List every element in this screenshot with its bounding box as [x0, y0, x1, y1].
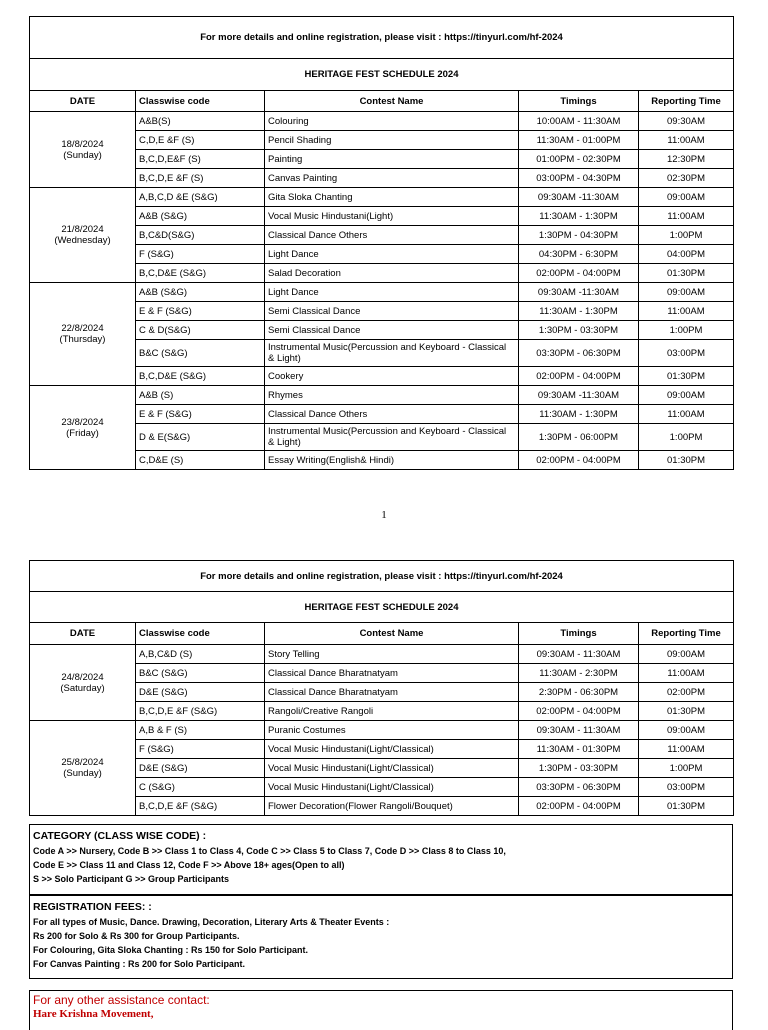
reporting-cell: 1:00PM	[639, 759, 734, 778]
contest-cell: Classical Dance Others	[265, 405, 519, 424]
contest-cell: Rhymes	[265, 386, 519, 405]
reporting-cell: 09:00AM	[639, 721, 734, 740]
timing-cell: 03:30PM - 06:30PM	[519, 340, 639, 367]
table-row	[30, 405, 734, 424]
reporting-cell: 1:00PM	[639, 321, 734, 340]
timing-cell: 1:30PM - 04:30PM	[519, 226, 639, 245]
contest-cell: Classical Dance Others	[265, 226, 519, 245]
code-cell: A&B (S&G)	[136, 207, 265, 226]
registration-info: For more details and online registration, please visit : https://tinyurl.com/hf-2024	[30, 561, 734, 592]
code-cell: B,C,D&E (S&G)	[136, 264, 265, 283]
timing-cell: 11:30AM - 1:30PM	[519, 207, 639, 226]
reporting-cell: 02:30PM	[639, 169, 734, 188]
contest-cell: Salad Decoration	[265, 264, 519, 283]
reporting-cell: 02:00PM	[639, 683, 734, 702]
contest-cell: Vocal Music Hindustani(Light/Classical)	[265, 778, 519, 797]
timing-cell: 09:30AM - 11:30AM	[519, 721, 639, 740]
timing-cell: 09:30AM -11:30AM	[519, 188, 639, 207]
schedule-table	[29, 16, 734, 470]
code-cell: A&B (S)	[136, 386, 265, 405]
contest-cell: Cookery	[265, 367, 519, 386]
code-cell: C,D&E (S)	[136, 451, 265, 470]
reporting-cell: 12:30PM	[639, 150, 734, 169]
day-text: (Wednesday)	[54, 235, 111, 246]
code-cell: F (S&G)	[136, 245, 265, 264]
date-text: 25/8/2024	[61, 757, 104, 768]
contest-cell: Canvas Painting	[265, 169, 519, 188]
reporting-cell: 09:00AM	[639, 283, 734, 302]
date-text: 18/8/2024	[61, 138, 104, 150]
page-number: 1	[381, 509, 387, 521]
category-box	[29, 824, 733, 895]
code-cell: A,B,C&D (S)	[136, 645, 265, 664]
timing-cell: 11:30AM - 1:30PM	[519, 302, 639, 321]
table-row	[30, 367, 734, 386]
date-text: 21/8/2024	[61, 224, 104, 235]
code-cell: A&B (S&G)	[136, 283, 265, 302]
header-row	[30, 623, 734, 645]
table-row	[30, 264, 734, 283]
date-text: 24/8/2024	[61, 671, 104, 683]
reporting-cell: 1:00PM	[639, 226, 734, 245]
category-heading: CATEGORY (CLASS WISE CODE) :	[33, 830, 207, 842]
contact-heading: For any other assistance contact:	[33, 993, 210, 1007]
date-cell	[30, 721, 136, 816]
contest-cell: Classical Dance Bharatnatyam	[265, 664, 519, 683]
table-row	[30, 112, 734, 131]
timing-cell: 1:30PM - 06:00PM	[519, 424, 639, 451]
table-row	[30, 702, 734, 721]
reporting-cell: 01:30PM	[639, 797, 734, 816]
timing-cell: 02:00PM - 04:00PM	[519, 264, 639, 283]
table-row	[30, 645, 734, 664]
reporting-cell: 01:30PM	[639, 451, 734, 470]
code-cell: C,D,E &F (S)	[136, 131, 265, 150]
reporting-cell: 11:00AM	[639, 740, 734, 759]
timing-cell: 11:30AM - 01:00PM	[519, 131, 639, 150]
contest-cell: Painting	[265, 150, 519, 169]
col-contest: Contest Name	[265, 91, 519, 112]
table-row	[30, 386, 734, 405]
code-cell: B&C (S&G)	[136, 340, 265, 367]
schedule-table	[29, 560, 734, 816]
table-row	[30, 131, 734, 150]
reporting-cell: 11:00AM	[639, 302, 734, 321]
reporting-cell: 09:00AM	[639, 188, 734, 207]
day-text: (Saturday)	[60, 682, 105, 694]
col-reporting: Reporting Time	[639, 623, 734, 645]
timing-cell: 04:30PM - 6:30PM	[519, 245, 639, 264]
timing-cell: 1:30PM - 03:30PM	[519, 759, 639, 778]
code-cell: D&E (S&G)	[136, 683, 265, 702]
col-date: DATE	[30, 91, 136, 112]
registration-info: For more details and online registration, please visit : https://tinyurl.com/hf-2024	[30, 17, 734, 59]
reporting-cell: 1:00PM	[639, 424, 734, 451]
header-row	[30, 91, 734, 112]
code-cell: B,C,D,E &F (S)	[136, 169, 265, 188]
timing-cell: 01:00PM - 02:30PM	[519, 150, 639, 169]
table-row	[30, 778, 734, 797]
code-cell: B,C,D,E &F (S&G)	[136, 702, 265, 721]
code-cell: C & D(S&G)	[136, 321, 265, 340]
code-cell: B,C,D,E&F (S)	[136, 150, 265, 169]
timing-cell: 02:00PM - 04:00PM	[519, 367, 639, 386]
timing-cell: 09:30AM - 11:30AM	[519, 645, 639, 664]
contact-box	[29, 990, 733, 1030]
contact-org: Hare Krishna Movement,	[33, 1008, 154, 1020]
timing-cell: 09:30AM -11:30AM	[519, 386, 639, 405]
contest-cell: Classical Dance Bharatnatyam	[265, 683, 519, 702]
col-timings: Timings	[519, 91, 639, 112]
timing-cell: 11:30AM - 2:30PM	[519, 664, 639, 683]
date-text: 23/8/2024	[61, 416, 104, 428]
table-row	[30, 664, 734, 683]
reporting-cell: 01:30PM	[639, 367, 734, 386]
timing-cell: 1:30PM - 03:30PM	[519, 321, 639, 340]
timing-cell: 09:30AM -11:30AM	[519, 283, 639, 302]
reporting-cell: 09:00AM	[639, 645, 734, 664]
contest-cell: Puranic Costumes	[265, 721, 519, 740]
day-text: (Sunday)	[63, 149, 102, 161]
table-row	[30, 302, 734, 321]
col-date: DATE	[30, 623, 136, 645]
fees-heading: REGISTRATION FEES: :	[33, 901, 152, 913]
contest-cell: Story Telling	[265, 645, 519, 664]
day-text: (Friday)	[66, 427, 99, 439]
table-row	[30, 759, 734, 778]
timing-cell: 02:00PM - 04:00PM	[519, 797, 639, 816]
contest-cell: Instrumental Music(Percussion and Keyboard - Classical & Light)	[265, 424, 519, 451]
table-row	[30, 451, 734, 470]
code-cell: E & F (S&G)	[136, 405, 265, 424]
table-row	[30, 150, 734, 169]
code-cell: C (S&G)	[136, 778, 265, 797]
contest-cell: Semi Classical Dance	[265, 321, 519, 340]
schedule-title: HERITAGE FEST SCHEDULE 2024	[30, 59, 734, 91]
code-cell: D & E(S&G)	[136, 424, 265, 451]
contest-cell: Light Dance	[265, 245, 519, 264]
contest-cell: Vocal Music Hindustani(Light)	[265, 207, 519, 226]
reporting-cell: 04:00PM	[639, 245, 734, 264]
reporting-cell: 09:00AM	[639, 386, 734, 405]
code-cell: B,C,D&E (S&G)	[136, 367, 265, 386]
table-row	[30, 245, 734, 264]
table-row	[30, 169, 734, 188]
col-timings: Timings	[519, 623, 639, 645]
fees-line: For all types of Music, Dance. Drawing, Decoration, Literary Arts & Theater Events :	[33, 917, 390, 927]
col-code: Classwise code	[136, 623, 265, 645]
timing-cell: 10:00AM - 11:30AM	[519, 112, 639, 131]
table-row	[30, 424, 734, 451]
table-row	[30, 740, 734, 759]
day-text: (Thursday)	[59, 334, 106, 345]
contest-cell: Colouring	[265, 112, 519, 131]
date-cell	[30, 112, 136, 188]
contest-cell: Essay Writing(English& Hindi)	[265, 451, 519, 470]
table-row	[30, 797, 734, 816]
category-line: S >> Solo Participant G >> Group Participants	[33, 874, 230, 884]
fees-box	[29, 895, 733, 979]
reporting-cell: 01:30PM	[639, 702, 734, 721]
reporting-cell: 11:00AM	[639, 207, 734, 226]
contest-cell: Instrumental Music(Percussion and Keyboard - Classical & Light)	[265, 340, 519, 367]
code-cell: B&C (S&G)	[136, 664, 265, 683]
day-text: (Sunday)	[63, 768, 102, 779]
table-row	[30, 721, 734, 740]
schedule-page-1	[29, 16, 733, 470]
date-cell	[30, 188, 136, 283]
date-cell	[30, 645, 136, 721]
table-row	[30, 207, 734, 226]
timing-cell: 2:30PM - 06:30PM	[519, 683, 639, 702]
table-row	[30, 340, 734, 367]
table-row	[30, 188, 734, 207]
code-cell: E & F (S&G)	[136, 302, 265, 321]
code-cell: B,C,D,E &F (S&G)	[136, 797, 265, 816]
code-cell: B,C&D(S&G)	[136, 226, 265, 245]
reporting-cell: 09:30AM	[639, 112, 734, 131]
contest-cell: Semi Classical Dance	[265, 302, 519, 321]
contest-cell: Pencil Shading	[265, 131, 519, 150]
col-code: Classwise code	[136, 91, 265, 112]
reporting-cell: 11:00AM	[639, 664, 734, 683]
fees-line: Rs 200 for Solo & Rs 300 for Group Participants.	[33, 931, 240, 941]
fees-line: For Colouring, Gita Sloka Chanting : Rs 150 for Solo Participant.	[33, 945, 309, 955]
table-row	[30, 226, 734, 245]
date-cell	[30, 386, 136, 470]
table-row	[30, 283, 734, 302]
contest-cell: Vocal Music Hindustani(Light/Classical)	[265, 740, 519, 759]
schedule-page-2	[29, 560, 733, 816]
date-text: 22/8/2024	[61, 323, 104, 334]
timing-cell: 03:00PM - 04:30PM	[519, 169, 639, 188]
timing-cell: 11:30AM - 1:30PM	[519, 405, 639, 424]
timing-cell: 11:30AM - 01:30PM	[519, 740, 639, 759]
contest-cell: Flower Decoration(Flower Rangoli/Bouquet)	[265, 797, 519, 816]
date-cell	[30, 283, 136, 386]
reporting-cell: 03:00PM	[639, 778, 734, 797]
code-cell: A,B,C,D &E (S&G)	[136, 188, 265, 207]
reporting-cell: 01:30PM	[639, 264, 734, 283]
code-cell: A&B(S)	[136, 112, 265, 131]
code-cell: D&E (S&G)	[136, 759, 265, 778]
col-reporting: Reporting Time	[639, 91, 734, 112]
contest-cell: Light Dance	[265, 283, 519, 302]
table-row	[30, 683, 734, 702]
fees-line: For Canvas Painting : Rs 200 for Solo Participant.	[33, 959, 246, 969]
reporting-cell: 03:00PM	[639, 340, 734, 367]
contest-cell: Gita Sloka Chanting	[265, 188, 519, 207]
schedule-title: HERITAGE FEST SCHEDULE 2024	[30, 592, 734, 623]
code-cell: F (S&G)	[136, 740, 265, 759]
contest-cell: Vocal Music Hindustani(Light/Classical)	[265, 759, 519, 778]
reporting-cell: 11:00AM	[639, 405, 734, 424]
timing-cell: 03:30PM - 06:30PM	[519, 778, 639, 797]
code-cell: A,B & F (S)	[136, 721, 265, 740]
category-line: Code A >> Nursery, Code B >> Class 1 to Class 4, Code C >> Class 5 to Class 7, Code D >> Class 8 to Class 10,	[33, 846, 506, 856]
reporting-cell: 11:00AM	[639, 131, 734, 150]
category-line: Code E >> Class 11 and Class 12, Code F >> Above 18+ ages(Open to all)	[33, 860, 345, 870]
contest-cell: Rangoli/Creative Rangoli	[265, 702, 519, 721]
timing-cell: 02:00PM - 04:00PM	[519, 702, 639, 721]
table-row	[30, 321, 734, 340]
timing-cell: 02:00PM - 04:00PM	[519, 451, 639, 470]
col-contest: Contest Name	[265, 623, 519, 645]
